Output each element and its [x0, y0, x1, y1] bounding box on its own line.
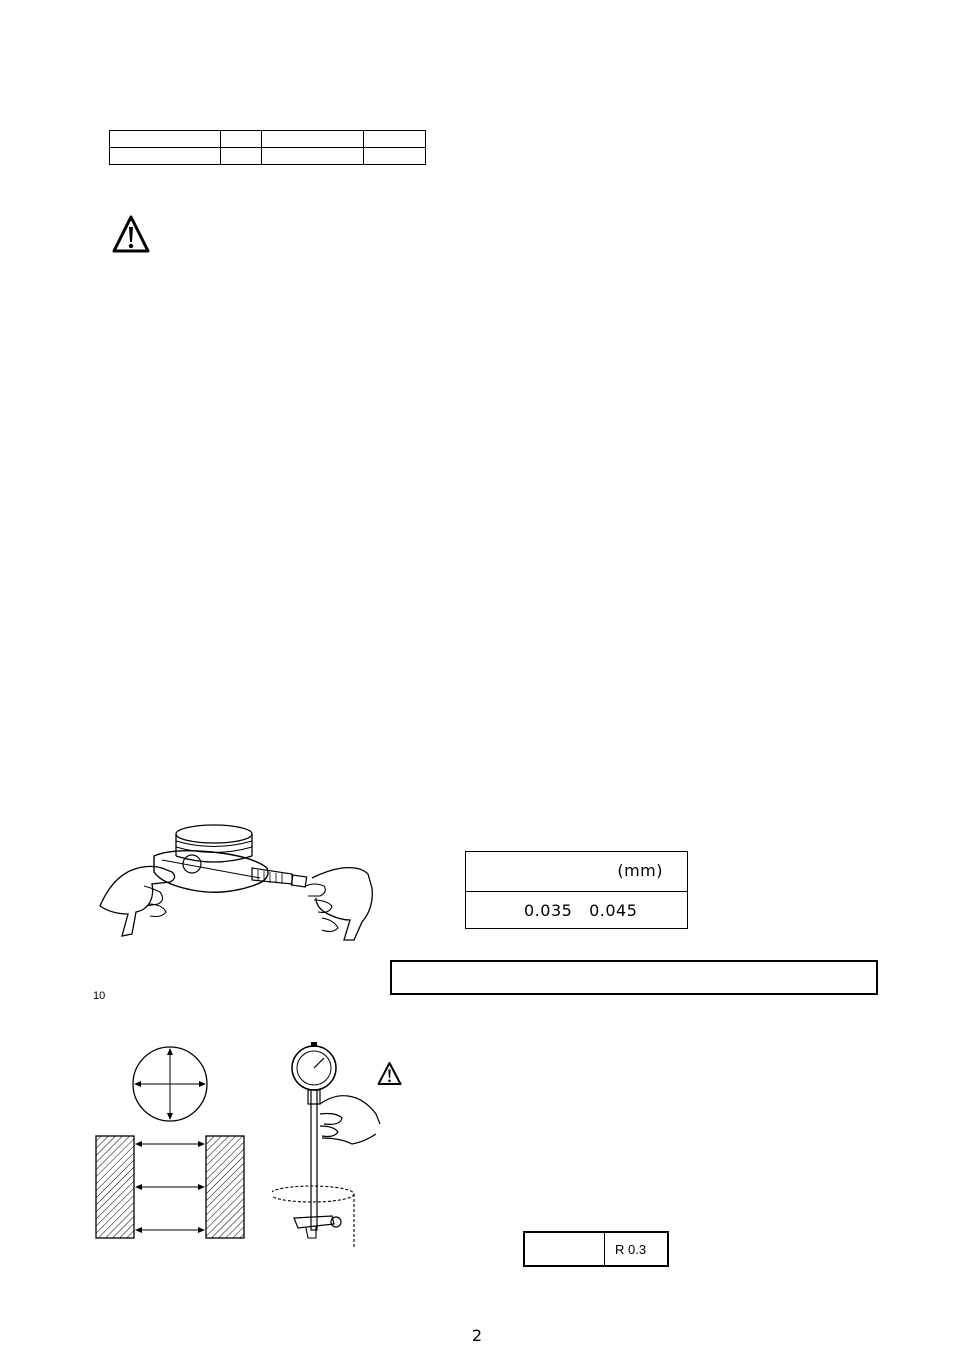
radius-value: R 0.3: [615, 1242, 647, 1257]
table-cell: [110, 148, 221, 165]
page-number: 2: [471, 1326, 483, 1345]
header-table: [109, 130, 426, 165]
radius-label-cell: [525, 1233, 605, 1265]
table-cell: [110, 131, 221, 148]
table-cell: [262, 131, 364, 148]
warning-triangle-icon: [112, 214, 150, 254]
radius-spec-table: [523, 1231, 669, 1267]
table-cell: [364, 131, 426, 148]
table-cell: [364, 148, 426, 165]
table-cell: [221, 148, 262, 165]
spec-table-header: [466, 852, 687, 892]
table-cell: [221, 131, 262, 148]
clearance-spec-table: [465, 851, 688, 929]
spec-unit-label: (mm): [617, 861, 663, 880]
warning-triangle-icon: [377, 1061, 402, 1086]
table-cell: [262, 148, 364, 165]
piston-micrometer-illustration: [92, 808, 374, 952]
spec-table-row: [466, 892, 687, 929]
note-box: [390, 960, 878, 995]
bore-gauge-illustration: [272, 1042, 384, 1256]
figure-number: 10: [93, 990, 106, 1002]
spec-value: 0.035 0.045: [524, 901, 638, 920]
cylinder-bore-diagram: [94, 1044, 248, 1248]
